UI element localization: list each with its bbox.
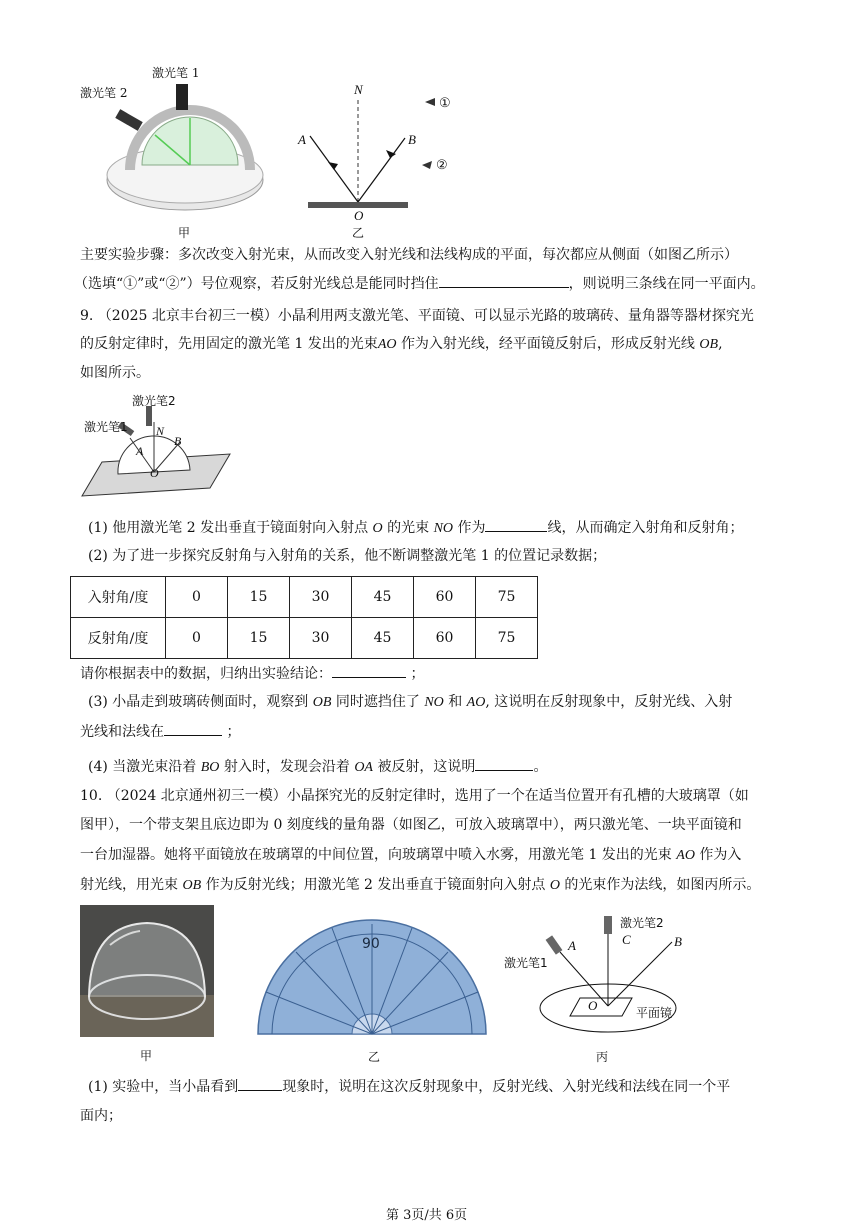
q9-label-B: B bbox=[174, 434, 182, 448]
q10-label-pen1: 激光笔1 bbox=[504, 956, 548, 970]
q10-sub1-line2: 面内； bbox=[80, 1108, 122, 1124]
caption-jia: 甲 bbox=[178, 226, 191, 240]
q10-label-pen2: 激光笔2 bbox=[620, 916, 664, 930]
figure-q10-jia bbox=[80, 905, 214, 1065]
q10-label-mirror: 平面镜 bbox=[636, 1006, 673, 1020]
figure-q10-yi bbox=[256, 918, 488, 1065]
figure-top-yi bbox=[290, 70, 470, 240]
q10-caption-bing: 丙 bbox=[596, 1050, 609, 1064]
label-A: A bbox=[298, 132, 306, 147]
q9-sub3-line2: 光线和法线在 ； bbox=[80, 721, 240, 742]
angle-table bbox=[70, 576, 538, 659]
q10-label-C: C bbox=[622, 932, 631, 947]
table-cell: 45 bbox=[352, 577, 414, 618]
table-cell: 15 bbox=[228, 618, 290, 659]
table-header-reflected: 反射角/度 bbox=[71, 618, 166, 659]
q10-line-3: 一台加湿器。她将平面镜放在玻璃罩的中间位置，向玻璃罩中喷入水雾，用激光笔 1 发出的光束 AO 作为入 bbox=[80, 847, 742, 863]
q9-sub4: (4) 当激光束沿着 BO 射入时，发现会沿着 OA 被反射，这说明 。 bbox=[88, 756, 547, 778]
caption-yi: 乙 bbox=[352, 226, 365, 240]
q9-sub1: (1) 他用激光笔 2 发出垂直于镜面射向入射点 O 的光束 NO 作为 线，从而确定入射角和反射角； bbox=[88, 517, 743, 539]
label-N: N bbox=[354, 82, 363, 97]
blank-phenomenon bbox=[238, 1076, 282, 1091]
blank-same-plane bbox=[164, 721, 222, 736]
q10-caption-jia: 甲 bbox=[140, 1049, 153, 1063]
table-cell: 30 bbox=[290, 618, 352, 659]
q10-label-O: O bbox=[588, 998, 598, 1013]
protractor-90-label: 90 bbox=[362, 936, 380, 952]
q9-label-N: N bbox=[156, 424, 165, 438]
figure-top-jia bbox=[80, 60, 270, 240]
blank-reversible bbox=[475, 756, 533, 771]
q10-label-A: A bbox=[568, 938, 576, 953]
q9-line-2: 的反射定律时，先用固定的激光笔 1 发出的光束AO 作为入射光线，经平面镜反射后，形成反射光线 OB, bbox=[80, 336, 723, 352]
label-O: O bbox=[354, 208, 364, 223]
label-pen1: 激光笔 1 bbox=[152, 66, 200, 80]
table-cell: 0 bbox=[166, 618, 228, 659]
q9-sub3: (3) 小晶走到玻璃砖侧面时，观察到 OB 同时遮挡住了 NO 和 AO, 这说明在反射现象中，反射光线、入射 bbox=[88, 694, 733, 710]
eye-position-2: ② bbox=[436, 158, 448, 173]
q9-sub2: (2) 为了进一步探究反射角与入射角的关系，他不断调整激光笔 1 的位置记录数据； bbox=[88, 548, 607, 564]
figure-q9 bbox=[80, 392, 240, 502]
q10-label-B: B bbox=[674, 934, 682, 949]
label-pen2: 激光笔 2 bbox=[80, 86, 128, 100]
q9-line-1: 9. （2025 北京丰台初三一模）小晶利用两支激光笔、平面镜、可以显示光路的玻璃砖、量角器等器材探究光 bbox=[80, 308, 754, 324]
q9-conclusion: 请你根据表中的数据，归纳出实验结论： ； bbox=[80, 663, 424, 684]
table-cell: 75 bbox=[476, 577, 538, 618]
table-cell: 45 bbox=[352, 618, 414, 659]
table-cell: 75 bbox=[476, 618, 538, 659]
step-line-2: （选填“①”或“②”）号位观察，若反射光线总是能同时挡住 ，则说明三条线在同一平面内。 bbox=[74, 273, 765, 294]
q10-caption-yi: 乙 bbox=[368, 1050, 381, 1064]
table-row bbox=[71, 577, 538, 618]
blank-reflected-covers bbox=[439, 273, 569, 288]
figure-q10-bing bbox=[500, 912, 690, 1065]
q9-line-3: 如图所示。 bbox=[80, 365, 150, 381]
page-number: 第 3页/共 6页 bbox=[386, 1208, 468, 1223]
q9-label-pen2: 激光笔2 bbox=[132, 394, 176, 408]
blank-normal-line bbox=[485, 517, 547, 532]
table-cell: 30 bbox=[290, 577, 352, 618]
blank-conclusion bbox=[332, 663, 406, 678]
q10-line-4: 射光线，用光束 OB 作为反射光线；用激光笔 2 发出垂直于镜面射向入射点 O 的光束作为法线，如图丙所示。 bbox=[80, 877, 761, 893]
reflection-diagram bbox=[290, 70, 470, 220]
step-line-1: 主要实验步骤：多次改变入射光束，从而改变入射光线和法线构成的平面，每次都应从侧面（如图乙所示） bbox=[80, 247, 738, 263]
q10-sub1: (1) 实验中，当小晶看到 现象时，说明在这次反射现象中，反射光线、入射光线和法线在同一个平 bbox=[88, 1076, 730, 1097]
q9-label-A: A bbox=[136, 444, 144, 458]
table-cell: 15 bbox=[228, 577, 290, 618]
q10-line-2: 图甲），一个带支架且底边即为 0 刻度线的量角器（如图乙，可放入玻璃罩中），两只激光笔、一块平面镜和 bbox=[80, 817, 742, 833]
table-cell: 0 bbox=[166, 577, 228, 618]
q10-line-1: 10. （2024 北京通州初三一模）小晶探究光的反射定律时，选用了一个在适当位置开有孔槽的大玻璃罩（如 bbox=[80, 788, 749, 804]
label-B: B bbox=[408, 132, 416, 147]
q9-label-O: O bbox=[150, 466, 159, 480]
eye-position-1: ① bbox=[439, 96, 451, 111]
glass-dome-photo bbox=[80, 905, 214, 1037]
table-cell: 60 bbox=[414, 577, 476, 618]
q9-label-pen1: 激光笔1 bbox=[84, 420, 128, 434]
table-header-incident: 入射角/度 bbox=[71, 577, 166, 618]
table-row bbox=[71, 618, 538, 659]
table-cell: 60 bbox=[414, 618, 476, 659]
